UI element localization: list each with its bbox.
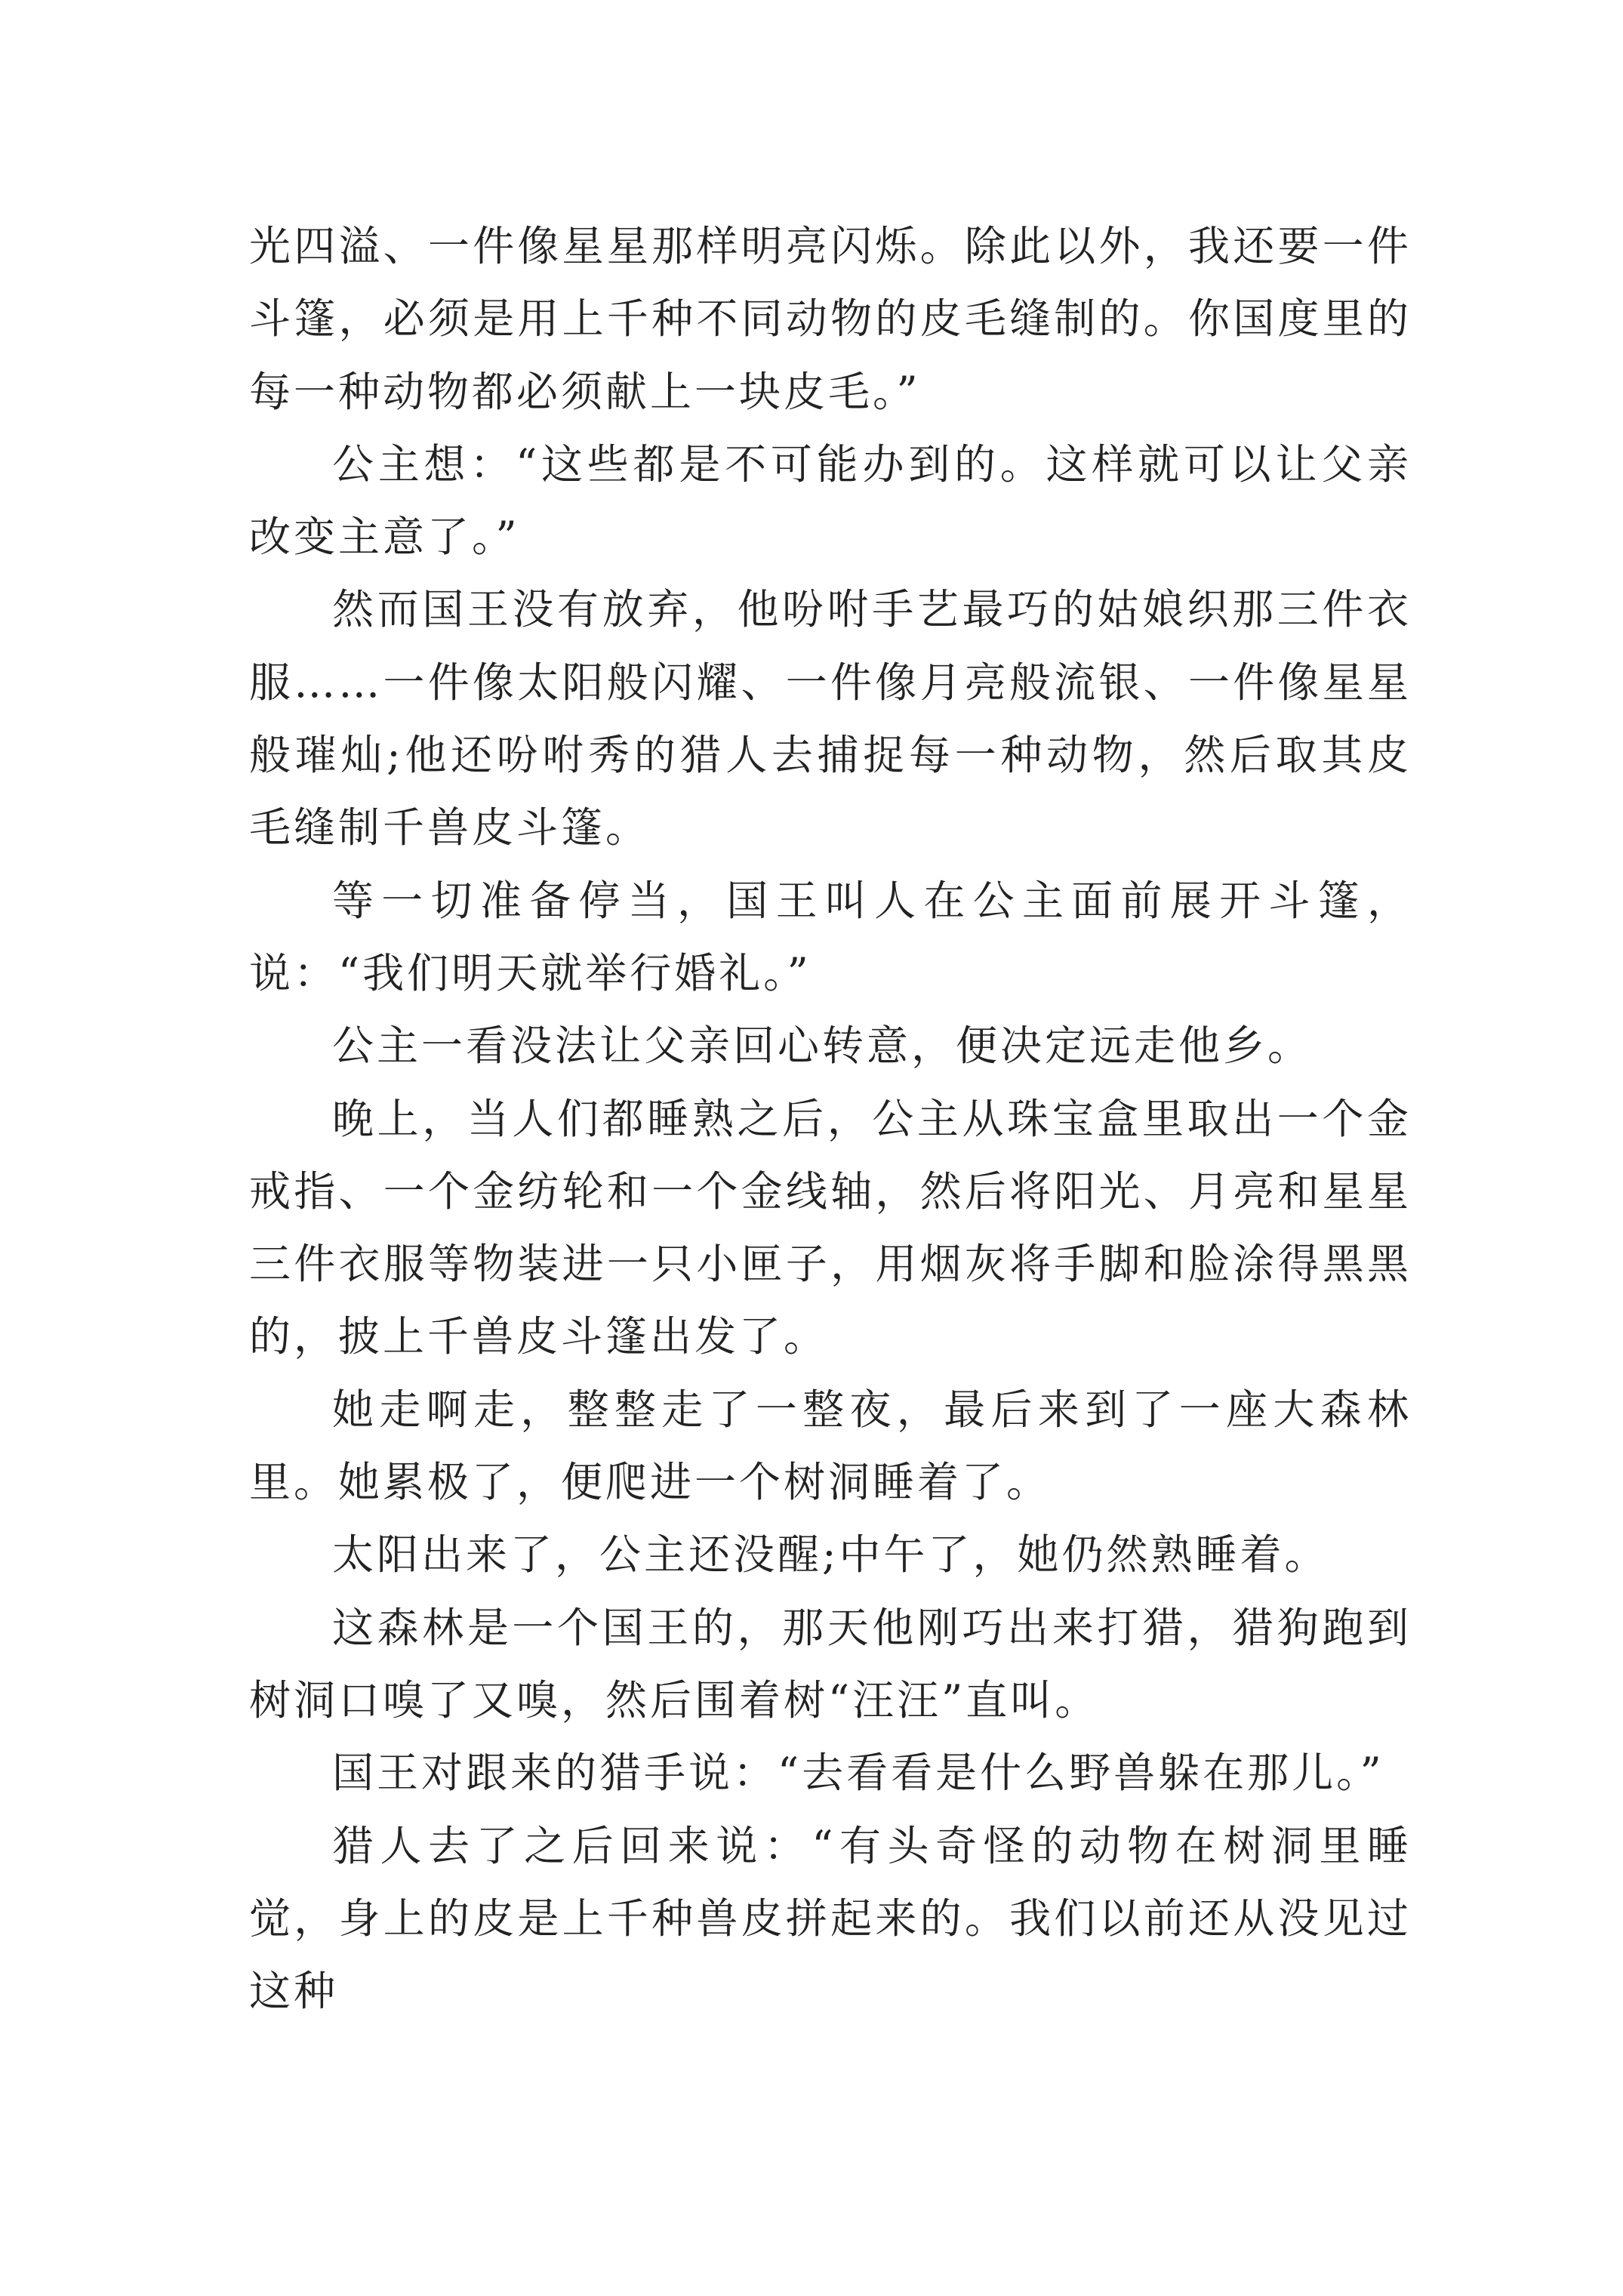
paragraph-sleeping: 太阳出来了，公主还没醒;中午了，她仍然熟睡着。	[332, 1530, 1329, 1579]
paragraph-princess-thinks: 公主想：“这些都是不可能办到的。这样就可以让父亲改变主意了。”	[249, 439, 1412, 562]
paragraph-king-orders-garments: 然而国王没有放弃，他吩咐手艺最巧的姑娘织那三件衣服……一件像太阳般闪耀、一件像月亮般流银、一件像星星般璀灿;他还吩咐秀的猎人去捕捉每一种动物，然后取其皮毛缝制千兽皮斗篷。	[249, 585, 1412, 852]
paragraph-night-escape: 晚上，当人们都睡熟之后，公主从珠宝盒里取出一个金戒指、一个金纺轮和一个金线轴，然后将阳光、月亮和星星三件衣服等物装进一只小匣子，用烟灰将手脚和脸涂得黑黑的，披上千兽皮斗篷出发了。	[249, 1094, 1412, 1361]
paragraph-decides-to-leave: 公主一看没法让父亲回心转意，便决定远走他乡。	[332, 1022, 1313, 1071]
paragraph-forest-arrival: 她走啊走，整整走了一整夜，最后来到了一座大森林里。她累极了，便爬进一个树洞睡着了。	[249, 1385, 1412, 1507]
paragraph-king-to-hunter: 国王对跟来的猎手说：“去看看是什么野兽躲在那儿。”	[332, 1749, 1384, 1798]
paragraph-hunting-dogs: 这森林是一个国王的，那天他刚巧出来打猎，猎狗跑到树洞口嗅了又嗅，然后围着树“汪汪”直叫。	[249, 1603, 1412, 1724]
story-text	[249, 210, 1412, 2027]
paragraph-continued-from-previous-page: 光四溢、一件像星星那样明亮闪烁。除此以外，我还要一件斗篷，必须是用上千种不同动物的皮毛缝制的。你国度里的每一种动物都必须献上一块皮毛。”	[249, 222, 1412, 416]
paragraph-hunter-reports: 猎人去了之后回来说：“有头奇怪的动物在树洞里睡觉，身上的皮是上千种兽皮拼起来的。我们以前还从没见过这种	[249, 1821, 1412, 2016]
paragraph-wedding-announcement: 等一切准备停当，国王叫人在公主面前展开斗篷，说：“我们明天就举行婚礼。”	[249, 876, 1412, 997]
